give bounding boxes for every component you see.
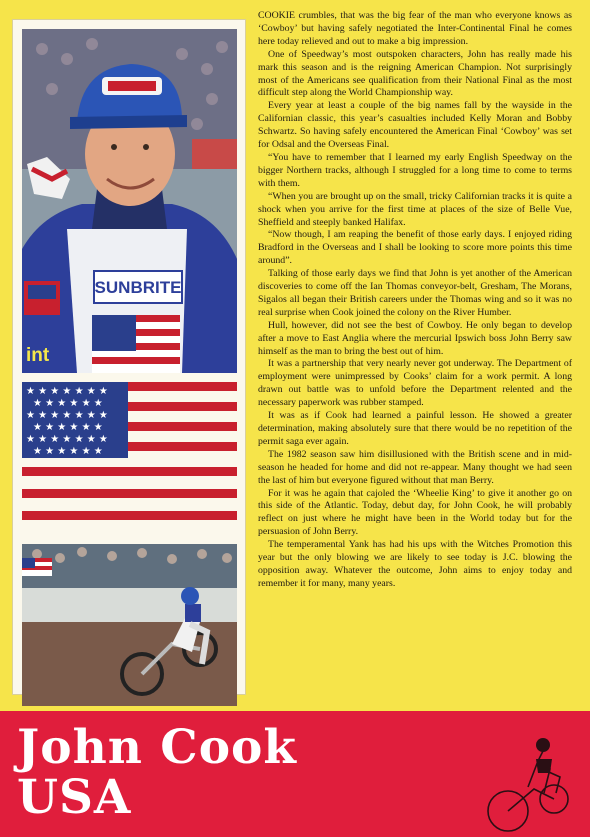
rider-name: John Cook <box>17 720 297 775</box>
speedway-rider-sketch-icon <box>468 729 576 835</box>
article-paragraph: “You have to remember that I learned my early English Speedway on the bigger Northern tracks, although I struggled for a long time to come to terms with them. <box>258 151 572 189</box>
svg-text:★ ★ ★ ★ ★ ★: ★ ★ ★ ★ ★ ★ <box>33 422 103 433</box>
photo-panel <box>12 19 246 695</box>
rider-name-banner <box>0 711 590 837</box>
bib-us-flag-icon <box>92 315 180 373</box>
svg-text:★ ★ ★ ★ ★ ★: ★ ★ ★ ★ ★ ★ <box>33 398 103 409</box>
article-paragraph: “Now though, I am reaping the benefit of those early days. I enjoyed riding Bradford in the Overseas and I shall be looking to score more points this time around”. <box>258 229 572 267</box>
stand-flag-icon <box>22 558 52 576</box>
article-paragraph: It was as if Cook had learned a painful lesson. He showed a greater determination, making absolutely sure that there would be no repetition of the permit saga ever again. <box>258 410 572 447</box>
article-paragraph: Hull, however, did not see the best of Cowboy. He only began to develop after a move to East Anglia where the mercurial Ipswich boss John Berry saw himself as the man to bring the best out of him. <box>258 319 572 357</box>
rider-portrait-photo <box>22 29 237 373</box>
article-paragraph: Every year at least a couple of the big names fall by the wayside in the Californian classic, this year’s casualties included Kelly Moran and Bobby Schwartz. So having safely encountered the American Final ‘Cowboy’ was set for Odsal and the Overseas Final. <box>258 100 572 151</box>
article-paragraph: One of Speedway’s most outspoken characters, John has really made his mark this season and is the reigning American Champion. Not surprisingly most of the Americans see qualification from their National Final as the most difficult step along the World Championship way. <box>258 48 572 99</box>
article-paragraph: COOKIE crumbles, that was the big fear of the man who everyone knows as ‘Cowboy’ but having safely negotiated the Inter-Continental Final he comes here today relieved and out to make a big impression. <box>258 10 572 47</box>
rider-country: USA <box>17 770 132 825</box>
article-paragraph: It was a partnership that very nearly never got underway. The Department of employment were unimpressed by Cooks’ claim for a work permit. A long drawn out battle was to unfold before the Department relented and the necessary paperwork was rubber stamped. <box>258 358 572 409</box>
bib-sponsor-text: SUNBRITE <box>94 278 182 297</box>
article-body <box>258 10 572 591</box>
svg-text:★ ★ ★ ★ ★ ★ ★: ★ ★ ★ ★ ★ ★ ★ <box>26 410 108 421</box>
svg-text:★ ★ ★ ★ ★ ★: ★ ★ ★ ★ ★ ★ <box>33 446 103 457</box>
us-flag-icon <box>22 382 237 528</box>
article-paragraph: The 1982 season saw him disillusioned with the British scene and in mid-season he headed for home and did not re-appear. Many thought we had seen the last of him but everyone figured without that man Berry. <box>258 448 572 486</box>
rider-name-heading <box>17 720 297 825</box>
rider-racing-photo <box>22 544 237 706</box>
article-paragraph: “When you are brought up on the small, tricky Californian tracks it is quite a shock when you arrive for the first time at places of the size of Belle Vue, Sheffield and steeply banked Halifax. <box>258 190 572 228</box>
svg-text:★ ★ ★ ★ ★ ★ ★: ★ ★ ★ ★ ★ ★ ★ <box>26 434 108 445</box>
sleeve-sponsor-text: int <box>26 345 50 366</box>
article-paragraph: Talking of those early days we find that John is yet another of the American discoveries to come off the Ian Thomas conveyor-belt, Gresham, The Morans, Sigalos all began their British careers under the Thomas wing and so it was no real surprise when Cook joined the colony on the River Humber. <box>258 268 572 318</box>
svg-text:★ ★ ★ ★ ★ ★ ★: ★ ★ ★ ★ ★ ★ ★ <box>26 386 108 397</box>
article-paragraph: For it was he again that cajoled the ‘Wheelie King’ to give it another go on this side of the Atlantic. Today, debut day, for John Cook, he will probably reflect on just where he might have been in the World today but for the persuasion of John Berry. <box>258 487 572 538</box>
article-paragraph: The temperamental Yank has had his ups with the Witches Promotion this year but the only blowing we are likely to see today is J.C. blowing the opposition away. Whatever the outcome, John aims to enjoy today and remember it for many, many years. <box>258 539 572 589</box>
